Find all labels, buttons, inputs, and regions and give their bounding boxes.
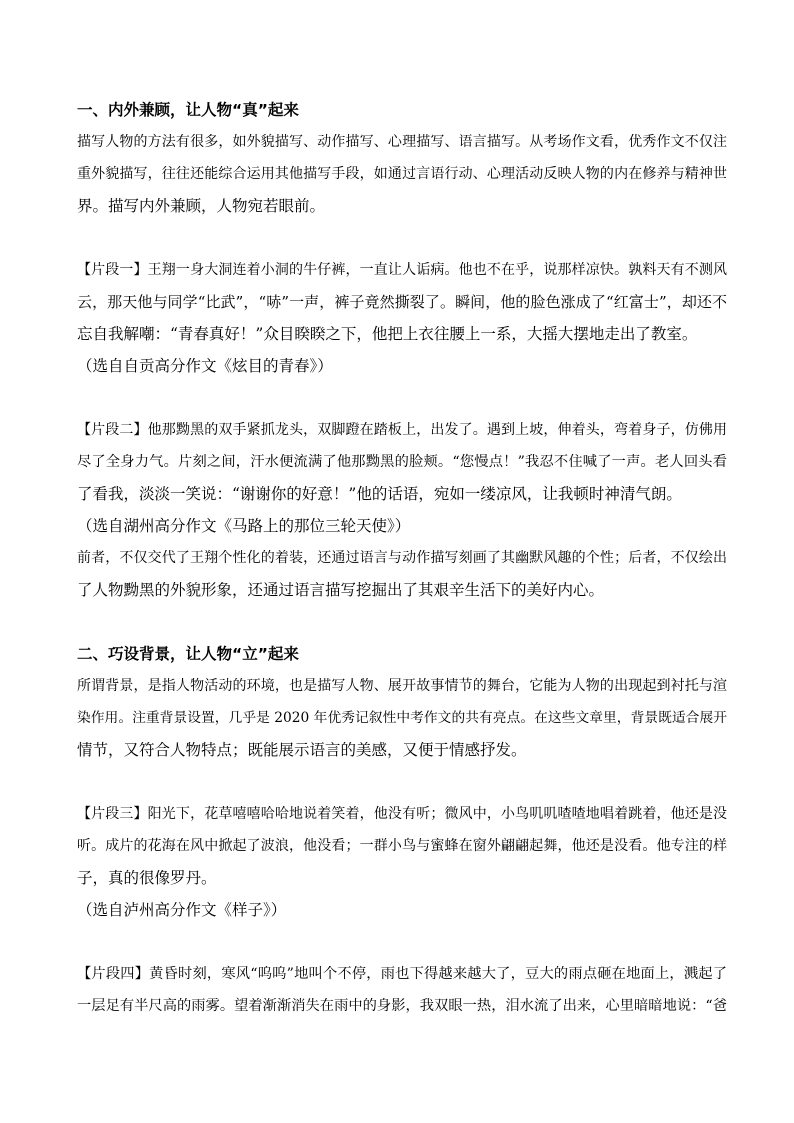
section2-intro-line: 所谓背景，是指人物活动的环境，也是描写人物、展开故事情节的舞台，它能为人物的出现起到衬托与渲 <box>77 678 727 694</box>
section2-heading: 二、巧设背景，让人物“立”起来 <box>77 645 299 663</box>
section1-intro-line: 重外貌描写，往往还能综合运用其他描写手段，如通过言语行动、心理活动反映人物的内在修养与精神世 <box>77 166 727 182</box>
fragment4-line: 一层足有半尺高的雨雾。望着渐渐消失在雨中的身影，我双眼一热，泪水流了出来，心里暗暗地说：“爸 <box>77 998 727 1014</box>
fragment1-source: （选自自贡高分作文《炫目的青春》） <box>77 357 333 375</box>
fragment4-line: 【片段四】黄昏时刻，寒风“呜呜”地叫个不停，雨也下得越来越大了，豆大的雨点砸在地面上，溅起了 <box>77 966 727 982</box>
fragment2-source: （选自湖州高分作文《马路上的那位三轮天使》） <box>77 517 411 535</box>
analysis-line: 了人物黝黑的外貌形象，还通过语言描写挖掘出了其艰辛生活下的美好内心。 <box>77 581 605 599</box>
fragment1-line: 忘自我解嘲：“青春真好！”众目睽睽之下，他把上衣往腰上一系，大摇大摆地走出了教室。 <box>77 325 698 343</box>
analysis-line: 前者，不仅交代了王翔个性化的着装，还通过语言与动作描写刻画了其幽默风趣的个性；后者，不仅绘出 <box>77 550 727 566</box>
fragment3-line: 【片段三】阳光下，花草嘻嘻哈哈地说着笑着，他没有听；微风中，小鸟叽叽喳喳地唱着跳着，他还是没 <box>77 806 727 822</box>
section1-intro-line: 界。描写内外兼顾，人物宛若眼前。 <box>77 197 326 215</box>
fragment1-line: 【片段一】王翔一身大洞连着小洞的牛仔裤，一直让人诟病。他也不在乎，说那样凉快。孰料天有不测风 <box>77 262 727 278</box>
section2-intro-line: 情节，又符合人物特点；既能展示语言的美感，又便于情感抒发。 <box>77 741 527 759</box>
section1-heading: 一、内外兼顾，让人物“真”起来 <box>77 101 299 119</box>
fragment3-line: 子，真的很像罗丹。 <box>77 869 217 887</box>
fragment1-line: 云，那天他与同学“比武”，“哧”一声，裤子竟然撕裂了。瞬间，他的脸色涨成了“红富士”，却还不 <box>77 293 727 311</box>
section2-intro-line: 染作用。注重背景设置，几乎是 2020 年优秀记叙性中考作文的共有亮点。在这些文章里，背景既适合展开 <box>77 710 727 726</box>
section1-intro-line: 描写人物的方法有很多，如外貌描写、动作描写、心理描写、语言描写。从考场作文看，优秀作文不仅注 <box>77 134 727 150</box>
fragment2-line: 了看我，淡淡一笑说：“谢谢你的好意！”他的话语，宛如一缕凉风，让我顿时神清气朗。 <box>77 485 682 503</box>
fragment3-source: （选自泸州高分作文《样子》） <box>77 901 287 919</box>
fragment3-line: 听。成片的花海在风中掀起了波浪，他没看；一群小鸟与蜜蜂在窗外翩翩起舞，他还是没看。他专注的样 <box>77 838 727 854</box>
fragment2-line: 【片段二】他那黝黑的双手紧抓龙头，双脚蹬在踏板上，出发了。遇到上坡，伸着头，弯着身子，仿佛用 <box>77 422 727 438</box>
fragment2-line: 尽了全身力气。片刻之间，汗水便流满了他那黝黑的脸颊。“您慢点！”我忍不住喊了一声。老人回头看 <box>77 454 727 470</box>
